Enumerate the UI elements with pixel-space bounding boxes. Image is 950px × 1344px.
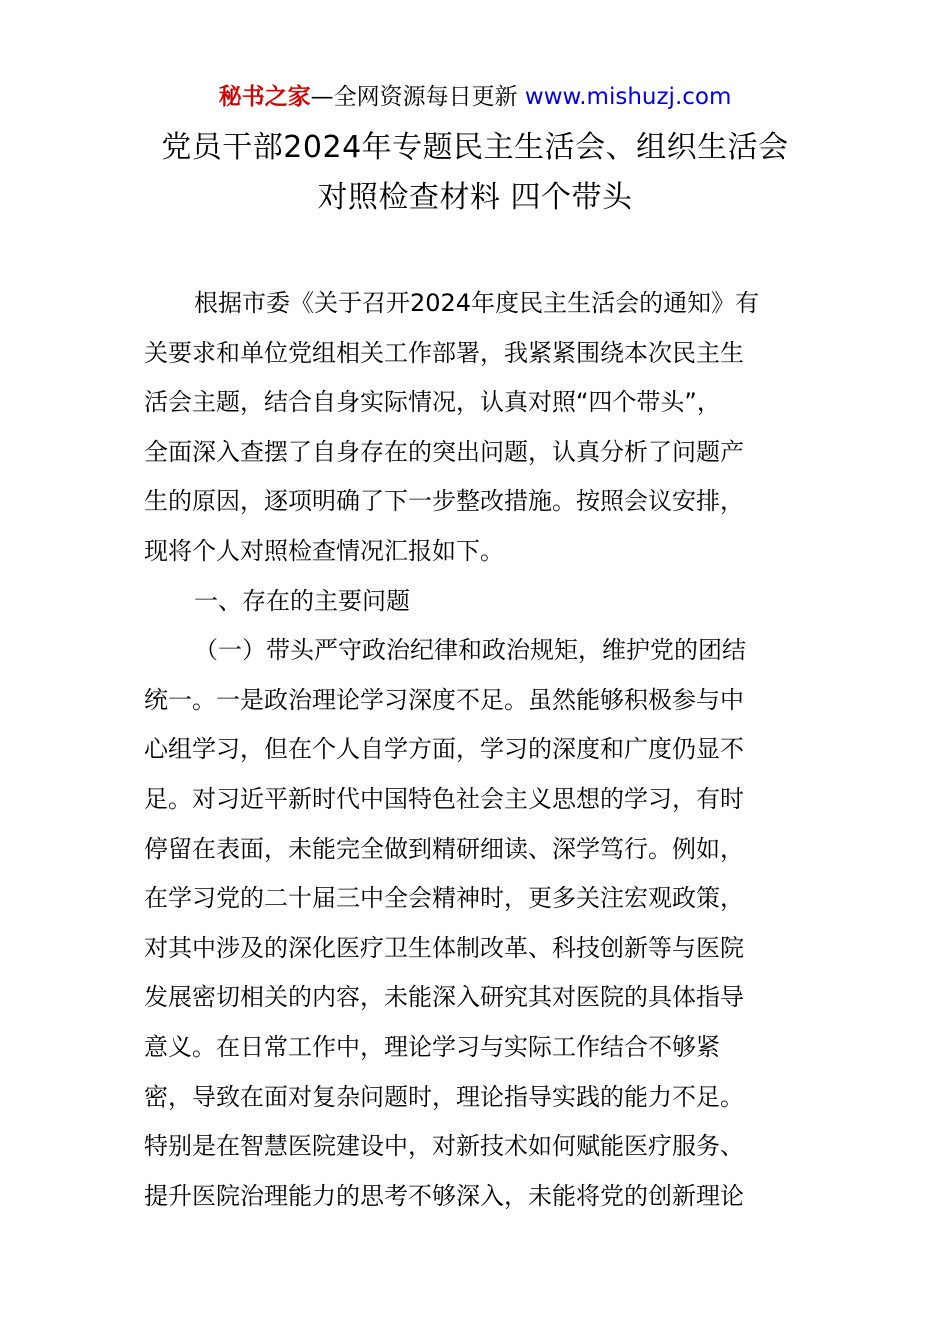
paragraph-line: 活会主题，结合自身实际情况，认真对照“四个带头”， bbox=[144, 388, 721, 417]
paragraph-line: 关要求和单位党组相关工作部署，我紧紧围绕本次民主生 bbox=[144, 338, 744, 367]
paragraph-line: 特别是在智慧医院建设中，对新技术如何赋能医疗服务、 bbox=[144, 1132, 744, 1161]
paragraph-line: 统一。一是政治理论学习深度不足。虽然能够积极参与中 bbox=[144, 685, 744, 714]
paragraph-line: 根据市委《关于召开2024年度民主生活会的通知》有 bbox=[194, 289, 760, 317]
paragraph-line: 在学习党的二十届三中全会精神时，更多关注宏观政策， bbox=[144, 884, 744, 913]
paragraph-line: 发展密切相关的内容，未能深入研究其对医院的具体指导 bbox=[144, 983, 744, 1012]
document-body bbox=[144, 279, 806, 1221]
document-title-line-2: 对照检查材料 四个带头 bbox=[317, 180, 633, 215]
paragraph-line: 停留在表面，未能完全做到精研细读、深学笃行。例如， bbox=[144, 834, 744, 863]
paragraph-line: 全面深入查摆了自身存在的突出问题，认真分析了问题产 bbox=[144, 437, 744, 466]
paragraph-line: 对其中涉及的深化医疗卫生体制改革、科技创新等与医院 bbox=[144, 933, 744, 962]
document-title-line-1: 党员干部2024年专题民主生活会、组织生活会 bbox=[161, 130, 789, 165]
site-tagline: —全网资源每日更新 bbox=[310, 84, 525, 110]
paragraph-line: 心组学习，但在个人自学方面，学习的深度和广度仍显不 bbox=[144, 735, 744, 764]
paragraph-line: 意义。在日常工作中，理论学习与实际工作结合不够紧 bbox=[144, 1032, 720, 1061]
section-heading: 一、存在的主要问题 bbox=[194, 586, 410, 615]
paragraph-line: 密，导致在面对复杂问题时，理论指导实践的能力不足。 bbox=[144, 1082, 744, 1111]
site-brand: 秘书之家 bbox=[218, 84, 311, 110]
paragraph-line: 提升医院治理能力的思考不够深入，未能将党的创新理论 bbox=[144, 1181, 744, 1210]
paragraph-line: 生的原因，逐项明确了下一步整改措施。按照会议安排， bbox=[144, 487, 744, 516]
paragraph-line: 足。对习近平新时代中国特色社会主义思想的学习，有时 bbox=[144, 784, 744, 813]
site-url-link[interactable]: www.mishuzj.com bbox=[524, 84, 732, 110]
site-header bbox=[0, 82, 950, 112]
paragraph-line: 现将个人对照检查情况汇报如下。 bbox=[144, 536, 504, 565]
paragraph-line: （一）带头严守政治纪律和政治规矩，维护党的团结 bbox=[194, 636, 746, 665]
